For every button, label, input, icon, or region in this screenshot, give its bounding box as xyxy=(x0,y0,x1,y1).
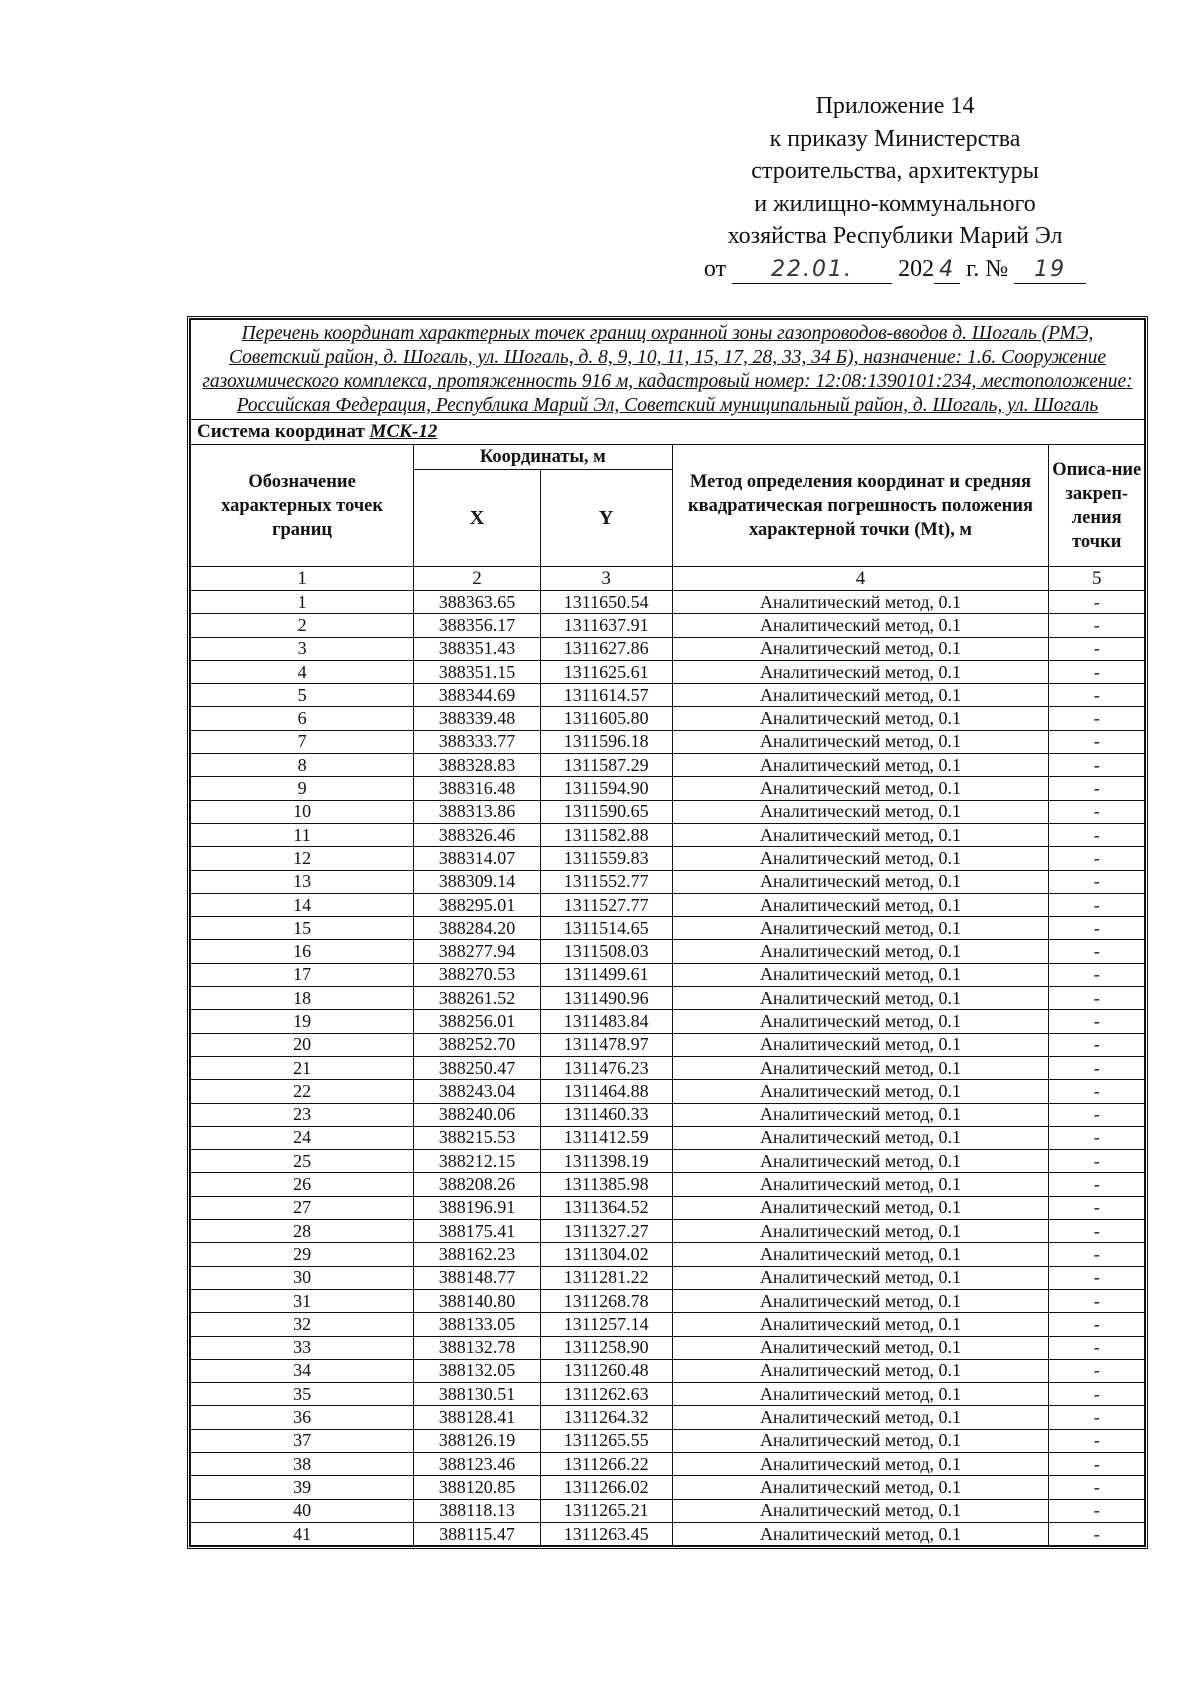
x-cell: 388344.69 xyxy=(414,684,541,707)
description-cell: - xyxy=(1049,1522,1145,1545)
point-id-cell: 23 xyxy=(191,1103,414,1126)
table-row xyxy=(191,847,1145,870)
description-cell: - xyxy=(1049,637,1145,660)
point-id-cell: 40 xyxy=(191,1499,414,1522)
x-cell: 388256.01 xyxy=(414,1010,541,1033)
method-cell: Аналитический метод, 0.1 xyxy=(672,800,1049,823)
point-id-cell: 41 xyxy=(191,1522,414,1545)
x-cell: 388284.20 xyxy=(414,917,541,940)
y-cell: 1311627.86 xyxy=(540,637,672,660)
col-header-x: X xyxy=(414,470,541,567)
x-cell: 388261.52 xyxy=(414,987,541,1010)
table-row xyxy=(191,1196,1145,1219)
x-cell: 388270.53 xyxy=(414,963,541,986)
y-cell: 1311266.02 xyxy=(540,1476,672,1499)
table-row xyxy=(191,940,1145,963)
x-cell: 388351.15 xyxy=(414,660,541,683)
method-cell: Аналитический метод, 0.1 xyxy=(672,823,1049,846)
column-number: 1 xyxy=(191,567,414,591)
description-cell: - xyxy=(1049,1080,1145,1103)
method-cell: Аналитический метод, 0.1 xyxy=(672,1429,1049,1452)
x-cell: 388363.65 xyxy=(414,591,541,614)
table-row xyxy=(191,917,1145,940)
method-cell: Аналитический метод, 0.1 xyxy=(672,614,1049,637)
description-cell: - xyxy=(1049,614,1145,637)
x-cell: 388309.14 xyxy=(414,870,541,893)
number-prefix: г. № xyxy=(966,255,1009,282)
table-row xyxy=(191,1429,1145,1452)
col-header-coords: Координаты, м xyxy=(414,445,672,470)
header-line-housing: и жилищно-коммунального xyxy=(754,190,1036,217)
point-id-cell: 27 xyxy=(191,1196,414,1219)
y-cell: 1311258.90 xyxy=(540,1336,672,1359)
table-row xyxy=(191,1476,1145,1499)
table-row xyxy=(191,1243,1145,1266)
y-cell: 1311596.18 xyxy=(540,730,672,753)
description-cell: - xyxy=(1049,1103,1145,1126)
description-cell: - xyxy=(1049,800,1145,823)
point-id-cell: 22 xyxy=(191,1080,414,1103)
order-date-field xyxy=(732,256,892,284)
table-row xyxy=(191,754,1145,777)
header-line-republic: хозяйства Республики Марий Эл xyxy=(727,223,1063,249)
order-date-line xyxy=(680,253,1110,286)
x-cell: 388243.04 xyxy=(414,1080,541,1103)
point-id-cell: 17 xyxy=(191,963,414,986)
y-cell: 1311264.32 xyxy=(540,1406,672,1429)
table-row xyxy=(191,1056,1145,1079)
point-id-cell: 1 xyxy=(191,591,414,614)
point-id-cell: 12 xyxy=(191,847,414,870)
method-cell: Аналитический метод, 0.1 xyxy=(672,1522,1049,1545)
table-row xyxy=(191,1452,1145,1475)
point-id-cell: 3 xyxy=(191,637,414,660)
description-cell: - xyxy=(1049,684,1145,707)
y-cell: 1311490.96 xyxy=(540,987,672,1010)
y-cell: 1311364.52 xyxy=(540,1196,672,1219)
method-cell: Аналитический метод, 0.1 xyxy=(672,1103,1049,1126)
description-cell: - xyxy=(1049,591,1145,614)
method-cell: Аналитический метод, 0.1 xyxy=(672,1080,1049,1103)
y-cell: 1311260.48 xyxy=(540,1359,672,1382)
x-cell: 388123.46 xyxy=(414,1452,541,1475)
description-cell: - xyxy=(1049,893,1145,916)
x-cell: 388314.07 xyxy=(414,847,541,870)
table-row xyxy=(191,730,1145,753)
coordinates-table-frame xyxy=(187,316,1148,1549)
method-cell: Аналитический метод, 0.1 xyxy=(672,1289,1049,1312)
method-cell: Аналитический метод, 0.1 xyxy=(672,730,1049,753)
x-cell: 388175.41 xyxy=(414,1220,541,1243)
method-cell: Аналитический метод, 0.1 xyxy=(672,660,1049,683)
x-cell: 388132.05 xyxy=(414,1359,541,1382)
point-id-cell: 14 xyxy=(191,893,414,916)
column-number: 5 xyxy=(1049,567,1145,591)
table-row xyxy=(191,1033,1145,1056)
description-cell: - xyxy=(1049,1126,1145,1149)
table-row xyxy=(191,1336,1145,1359)
method-cell: Аналитический метод, 0.1 xyxy=(672,754,1049,777)
y-cell: 1311464.88 xyxy=(540,1080,672,1103)
method-cell: Аналитический метод, 0.1 xyxy=(672,917,1049,940)
table-row xyxy=(191,1313,1145,1336)
method-cell: Аналитический метод, 0.1 xyxy=(672,1406,1049,1429)
description-cell: - xyxy=(1049,987,1145,1010)
description-cell: - xyxy=(1049,870,1145,893)
method-cell: Аналитический метод, 0.1 xyxy=(672,1266,1049,1289)
x-cell: 388328.83 xyxy=(414,754,541,777)
x-cell: 388132.78 xyxy=(414,1336,541,1359)
y-cell: 1311514.65 xyxy=(540,917,672,940)
table-row xyxy=(191,800,1145,823)
y-cell: 1311614.57 xyxy=(540,684,672,707)
description-cell: - xyxy=(1049,707,1145,730)
col-header-y: Y xyxy=(540,470,672,567)
y-cell: 1311552.77 xyxy=(540,870,672,893)
description-cell: - xyxy=(1049,1150,1145,1173)
col-header-description: Описа-ние закреп-ления точки xyxy=(1049,445,1145,567)
x-cell: 388120.85 xyxy=(414,1476,541,1499)
point-id-cell: 21 xyxy=(191,1056,414,1079)
y-cell: 1311263.45 xyxy=(540,1522,672,1545)
table-row xyxy=(191,637,1145,660)
table-row xyxy=(191,1080,1145,1103)
point-id-cell: 20 xyxy=(191,1033,414,1056)
point-id-cell: 2 xyxy=(191,614,414,637)
x-cell: 388277.94 xyxy=(414,940,541,963)
method-cell: Аналитический метод, 0.1 xyxy=(672,987,1049,1010)
description-cell: - xyxy=(1049,1243,1145,1266)
x-cell: 388162.23 xyxy=(414,1243,541,1266)
method-cell: Аналитический метод, 0.1 xyxy=(672,1010,1049,1033)
description-cell: - xyxy=(1049,1313,1145,1336)
point-id-cell: 37 xyxy=(191,1429,414,1452)
point-id-cell: 25 xyxy=(191,1150,414,1173)
description-cell: - xyxy=(1049,1383,1145,1406)
point-id-cell: 13 xyxy=(191,870,414,893)
order-number-field xyxy=(1014,256,1086,284)
column-number: 2 xyxy=(414,567,541,591)
method-cell: Аналитический метод, 0.1 xyxy=(672,591,1049,614)
description-cell: - xyxy=(1049,1336,1145,1359)
description-cell: - xyxy=(1049,1289,1145,1312)
description-cell: - xyxy=(1049,1406,1145,1429)
description-cell: - xyxy=(1049,1033,1145,1056)
date-prefix: от xyxy=(703,255,727,282)
description-cell: - xyxy=(1049,1173,1145,1196)
y-cell: 1311257.14 xyxy=(540,1313,672,1336)
method-cell: Аналитический метод, 0.1 xyxy=(672,963,1049,986)
description-cell: - xyxy=(1049,1359,1145,1382)
point-id-cell: 36 xyxy=(191,1406,414,1429)
y-cell: 1311587.29 xyxy=(540,754,672,777)
point-id-cell: 24 xyxy=(191,1126,414,1149)
point-id-cell: 11 xyxy=(191,823,414,846)
description-cell: - xyxy=(1049,963,1145,986)
header-line-appendix: Приложение 14 xyxy=(815,93,975,119)
point-id-cell: 38 xyxy=(191,1452,414,1475)
table-row xyxy=(191,1383,1145,1406)
point-id-cell: 9 xyxy=(191,777,414,800)
x-cell: 388208.26 xyxy=(414,1173,541,1196)
description-cell: - xyxy=(1049,1476,1145,1499)
x-cell: 388313.86 xyxy=(414,800,541,823)
column-number: 4 xyxy=(672,567,1049,591)
method-cell: Аналитический метод, 0.1 xyxy=(672,777,1049,800)
table-row xyxy=(191,660,1145,683)
point-id-cell: 7 xyxy=(191,730,414,753)
table-row xyxy=(191,1522,1145,1545)
x-cell: 388240.06 xyxy=(414,1103,541,1126)
table-row xyxy=(191,684,1145,707)
header-line-ministry: строительства, архитектуры xyxy=(751,158,1039,184)
point-id-cell: 18 xyxy=(191,987,414,1010)
y-cell: 1311483.84 xyxy=(540,1010,672,1033)
y-cell: 1311281.22 xyxy=(540,1266,672,1289)
column-number: 3 xyxy=(540,567,672,591)
method-cell: Аналитический метод, 0.1 xyxy=(672,1336,1049,1359)
table-row xyxy=(191,1150,1145,1173)
description-cell: - xyxy=(1049,1010,1145,1033)
description-cell: - xyxy=(1049,847,1145,870)
x-cell: 388326.46 xyxy=(414,823,541,846)
table-row xyxy=(191,1289,1145,1312)
y-cell: 1311460.33 xyxy=(540,1103,672,1126)
order-date-handwritten: 22.01. xyxy=(771,256,854,282)
point-id-cell: 29 xyxy=(191,1243,414,1266)
x-cell: 388115.47 xyxy=(414,1522,541,1545)
y-cell: 1311508.03 xyxy=(540,940,672,963)
method-cell: Аналитический метод, 0.1 xyxy=(672,1359,1049,1382)
description-cell: - xyxy=(1049,1266,1145,1289)
description-cell: - xyxy=(1049,754,1145,777)
method-cell: Аналитический метод, 0.1 xyxy=(672,870,1049,893)
x-cell: 388316.48 xyxy=(414,777,541,800)
table-row xyxy=(191,777,1145,800)
col-header-method: Метод определения координат и средняя квадратическая погрешность положения характерной точки (Mt), м xyxy=(672,445,1049,567)
header-line-order: к приказу Министерства xyxy=(769,125,1021,152)
table-row xyxy=(191,1173,1145,1196)
x-cell: 388133.05 xyxy=(414,1313,541,1336)
description-cell: - xyxy=(1049,660,1145,683)
point-id-cell: 15 xyxy=(191,917,414,940)
table-row xyxy=(191,1499,1145,1522)
column-number-row xyxy=(191,567,1145,591)
table-row xyxy=(191,987,1145,1010)
y-cell: 1311412.59 xyxy=(540,1126,672,1149)
point-id-cell: 32 xyxy=(191,1313,414,1336)
description-cell: - xyxy=(1049,823,1145,846)
y-cell: 1311527.77 xyxy=(540,893,672,916)
x-cell: 388339.48 xyxy=(414,707,541,730)
x-cell: 388140.80 xyxy=(414,1289,541,1312)
y-cell: 1311262.63 xyxy=(540,1383,672,1406)
point-id-cell: 4 xyxy=(191,660,414,683)
method-cell: Аналитический метод, 0.1 xyxy=(672,1220,1049,1243)
y-cell: 1311398.19 xyxy=(540,1150,672,1173)
y-cell: 1311304.02 xyxy=(540,1243,672,1266)
description-cell: - xyxy=(1049,1056,1145,1079)
point-id-cell: 5 xyxy=(191,684,414,707)
y-cell: 1311265.21 xyxy=(540,1499,672,1522)
y-cell: 1311559.83 xyxy=(540,847,672,870)
description-cell: - xyxy=(1049,1452,1145,1475)
table-row xyxy=(191,1406,1145,1429)
y-cell: 1311385.98 xyxy=(540,1173,672,1196)
method-cell: Аналитический метод, 0.1 xyxy=(672,1056,1049,1079)
point-id-cell: 16 xyxy=(191,940,414,963)
y-cell: 1311266.22 xyxy=(540,1452,672,1475)
method-cell: Аналитический метод, 0.1 xyxy=(672,1313,1049,1336)
table-row xyxy=(191,893,1145,916)
table-row xyxy=(191,823,1145,846)
point-id-cell: 26 xyxy=(191,1173,414,1196)
y-cell: 1311637.91 xyxy=(540,614,672,637)
table-row xyxy=(191,591,1145,614)
method-cell: Аналитический метод, 0.1 xyxy=(672,1243,1049,1266)
x-cell: 388128.41 xyxy=(414,1406,541,1429)
description-cell: - xyxy=(1049,1220,1145,1243)
x-cell: 388252.70 xyxy=(414,1033,541,1056)
table-row xyxy=(191,870,1145,893)
table-row xyxy=(191,1220,1145,1243)
method-cell: Аналитический метод, 0.1 xyxy=(672,684,1049,707)
coordinates-table xyxy=(190,319,1145,1546)
table-body xyxy=(191,591,1145,1546)
point-id-cell: 30 xyxy=(191,1266,414,1289)
table-row xyxy=(191,1359,1145,1382)
year-prefix: 202 xyxy=(898,255,935,282)
order-year-handwritten: 4 xyxy=(939,256,956,282)
method-cell: Аналитический метод, 0.1 xyxy=(672,1033,1049,1056)
method-cell: Аналитический метод, 0.1 xyxy=(672,637,1049,660)
description-cell: - xyxy=(1049,1499,1145,1522)
method-cell: Аналитический метод, 0.1 xyxy=(672,707,1049,730)
method-cell: Аналитический метод, 0.1 xyxy=(672,1452,1049,1475)
table-row xyxy=(191,1266,1145,1289)
description-cell: - xyxy=(1049,917,1145,940)
x-cell: 388130.51 xyxy=(414,1383,541,1406)
table-row xyxy=(191,614,1145,637)
method-cell: Аналитический метод, 0.1 xyxy=(672,1383,1049,1406)
method-cell: Аналитический метод, 0.1 xyxy=(672,893,1049,916)
x-cell: 388295.01 xyxy=(414,893,541,916)
description-cell: - xyxy=(1049,730,1145,753)
x-cell: 388250.47 xyxy=(414,1056,541,1079)
x-cell: 388351.43 xyxy=(414,637,541,660)
point-id-cell: 34 xyxy=(191,1359,414,1382)
table-row xyxy=(191,707,1145,730)
y-cell: 1311478.97 xyxy=(540,1033,672,1056)
table-row xyxy=(191,1103,1145,1126)
description-cell: - xyxy=(1049,1429,1145,1452)
y-cell: 1311265.55 xyxy=(540,1429,672,1452)
method-cell: Аналитический метод, 0.1 xyxy=(672,1499,1049,1522)
y-cell: 1311605.80 xyxy=(540,707,672,730)
table-title: Перечень координат характерных точек границ охранной зоны газопроводов-вводов д. Шогаль (РМЭ, Советский район, д. Шогаль, ул. Шогаль, д. 8, 9, 10, 11, 15, 17, 28, 33, 34 Б), назначение: 1.6. Сооружение газохимического комплекса, протяженность 916 м, кадастровый номер: 12:08:1390101:234, местоположение: Российская Федерация, Республика Марий Эл, Советский муниципальный район, д. Шогаль, ул. Шогаль xyxy=(191,320,1145,420)
method-cell: Аналитический метод, 0.1 xyxy=(672,1476,1049,1499)
y-cell: 1311499.61 xyxy=(540,963,672,986)
x-cell: 388126.19 xyxy=(414,1429,541,1452)
x-cell: 388118.13 xyxy=(414,1499,541,1522)
col-header-point: Обозначение характерных точек границ xyxy=(191,445,414,567)
point-id-cell: 33 xyxy=(191,1336,414,1359)
point-id-cell: 6 xyxy=(191,707,414,730)
table-row xyxy=(191,1126,1145,1149)
x-cell: 388356.17 xyxy=(414,614,541,637)
point-id-cell: 31 xyxy=(191,1289,414,1312)
point-id-cell: 19 xyxy=(191,1010,414,1033)
description-cell: - xyxy=(1049,777,1145,800)
x-cell: 388196.91 xyxy=(414,1196,541,1219)
x-cell: 388212.15 xyxy=(414,1150,541,1173)
method-cell: Аналитический метод, 0.1 xyxy=(672,1150,1049,1173)
y-cell: 1311650.54 xyxy=(540,591,672,614)
method-cell: Аналитический метод, 0.1 xyxy=(672,1173,1049,1196)
method-cell: Аналитический метод, 0.1 xyxy=(672,940,1049,963)
point-id-cell: 39 xyxy=(191,1476,414,1499)
table-row xyxy=(191,1010,1145,1033)
coordinate-system-value: МСК-12 xyxy=(369,421,438,442)
x-cell: 388215.53 xyxy=(414,1126,541,1149)
table-row xyxy=(191,963,1145,986)
point-id-cell: 35 xyxy=(191,1383,414,1406)
point-id-cell: 10 xyxy=(191,800,414,823)
y-cell: 1311594.90 xyxy=(540,777,672,800)
y-cell: 1311582.88 xyxy=(540,823,672,846)
x-cell: 388333.77 xyxy=(414,730,541,753)
description-cell: - xyxy=(1049,940,1145,963)
order-year-field xyxy=(934,256,960,284)
point-id-cell: 28 xyxy=(191,1220,414,1243)
y-cell: 1311625.61 xyxy=(540,660,672,683)
x-cell: 388148.77 xyxy=(414,1266,541,1289)
y-cell: 1311327.27 xyxy=(540,1220,672,1243)
y-cell: 1311590.65 xyxy=(540,800,672,823)
order-number-handwritten: 19 xyxy=(1034,256,1067,282)
y-cell: 1311268.78 xyxy=(540,1289,672,1312)
description-cell: - xyxy=(1049,1196,1145,1219)
method-cell: Аналитический метод, 0.1 xyxy=(672,1126,1049,1149)
y-cell: 1311476.23 xyxy=(540,1056,672,1079)
approval-header xyxy=(680,90,1110,285)
coordinate-system-row xyxy=(191,420,1145,445)
method-cell: Аналитический метод, 0.1 xyxy=(672,847,1049,870)
point-id-cell: 8 xyxy=(191,754,414,777)
coordinate-system-label: Система координат xyxy=(197,421,365,442)
method-cell: Аналитический метод, 0.1 xyxy=(672,1196,1049,1219)
